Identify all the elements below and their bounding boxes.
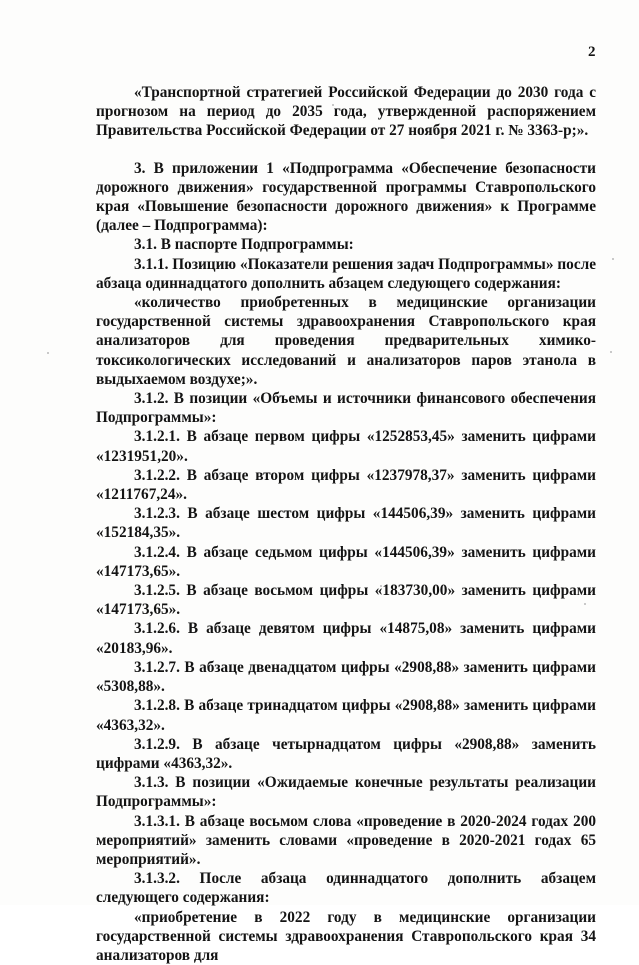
- paragraph-item-3-1-3-1: 3.1.3.1. В абзаце восьмом слова «проведение в 2020-2024 годах 200 мероприятий» заменить словами «проведение в 2020-2021 годах 65 мероприятий».: [96, 812, 596, 868]
- paragraph-quote-strategy: «Транспортной стратегией Российской Федерации до 2030 года с прогнозом на период до 2035 года, утвержденной распоряжением Правительства Российской Федерации от 27 ноября 2021 г. № 3363-р;».: [96, 84, 596, 140]
- paragraph-item-3-1-2-6: 3.1.2.6. В абзаце девятом цифры «14875,08» заменить цифрами «20183,96».: [96, 620, 596, 657]
- paragraph-item-3-1-1: 3.1.1. Позицию «Показатели решения задач Подпрограммы» после абзаца одиннадцатого дополнить абзацем следующего содержания:: [96, 255, 596, 292]
- paragraph-quote-analyzers: «количество приобретенных в медицинские организации государственной системы здравоохранения Ставропольского края анализаторов для проведения предварительных химико-токсикологических исследований и анализаторов паров этанола в выдыхаемом воздухе;».: [96, 294, 596, 388]
- paragraph-item-3-1-2: 3.1.2. В позиции «Объемы и источники финансового обеспечения Подпрограммы»:: [96, 390, 596, 427]
- paragraph-item-3-1-2-1: 3.1.2.1. В абзаце первом цифры «1252853,45» заменить цифрами «1231951,20».: [96, 428, 596, 465]
- paragraph-item-3: 3. В приложении 1 «Подпрограмма «Обеспечение безопасности дорожного движения» государственной программы Ставропольского края «Повышение безопасности дорожного движения» к Программе (далее – Подпрограмма):: [96, 159, 596, 235]
- paragraph-item-3-1-2-9: 3.1.2.9. В абзаце четырнадцатом цифры «2908,88» заменить цифрами «4363,32».: [96, 735, 596, 772]
- paragraph-item-3-1-2-2: 3.1.2.2. В абзаце втором цифры «1237978,37» заменить цифрами «1211767,24».: [96, 466, 596, 504]
- paragraph-item-3-1-2-5: 3.1.2.5. В абзаце восьмом цифры «183730,00» заменить цифрами «147173,65».: [96, 582, 596, 619]
- scan-speck: [47, 352, 49, 354]
- paragraph-item-3-1-2-4: 3.1.2.4. В абзаце седьмом цифры «144506,39» заменить цифрами «147173,65».: [96, 543, 596, 580]
- scan-speck: [610, 351, 612, 353]
- paragraph-item-3-1-3: 3.1.3. В позиции «Ожидаемые конечные результаты реализации Подпрограммы»:: [96, 774, 596, 811]
- paragraph-item-3-1-2-7: 3.1.2.7. В абзаце двенадцатом цифры «2908,88» заменить цифрами «5308,88».: [96, 658, 596, 696]
- paragraph-item-3-1-2-3: 3.1.2.3. В абзаце шестом цифры «144506,39» заменить цифрами «152184,35».: [96, 505, 596, 542]
- scan-speck: [612, 258, 614, 260]
- paragraph-item-3-1-3-2: 3.1.3.2. После абзаца одиннадцатого дополнить абзацем следующего содержания:: [96, 870, 596, 907]
- page-number: 2: [588, 44, 596, 60]
- document-body: [96, 83, 596, 965]
- paragraph-item-3-1-2-8: 3.1.2.8. В абзаце тринадцатом цифры «2908,88» заменить цифрами «4363,32».: [96, 697, 596, 734]
- paragraph-item-3-1: 3.1. В паспорте Подпрограммы:: [134, 236, 354, 254]
- paragraph-quote-acquisition: «приобретение в 2022 году в медицинские организации государственной системы здравоохранения Ставропольского края 34 анализаторов для: [96, 908, 596, 964]
